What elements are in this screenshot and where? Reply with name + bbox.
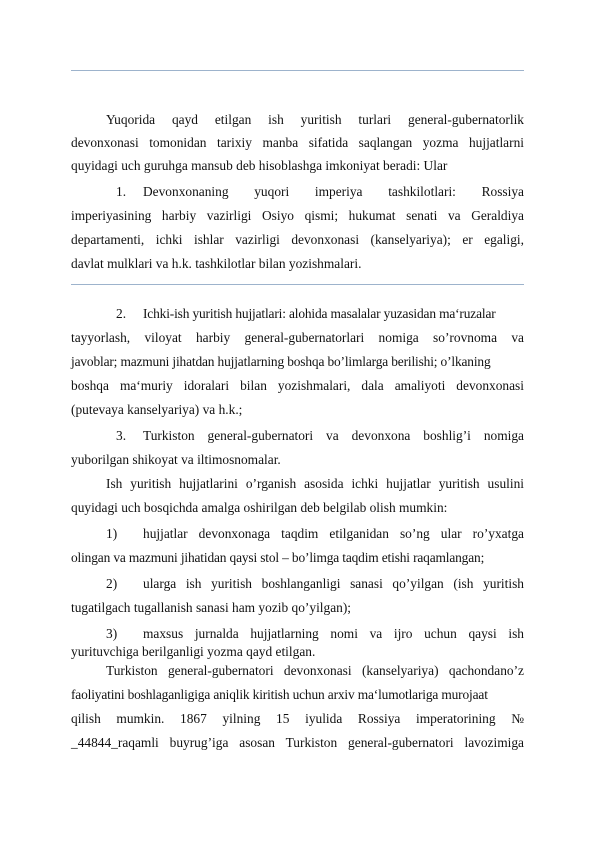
item-2-line-1: Ichki-ish yuritish hujjatlari: alohida masalalar yuzasidan ma‘ruzalar	[143, 306, 496, 321]
item-2-line-4: boshqa ma‘muriy idoralari bilan yozishmalari, dala amaliyoti devonxonasi	[71, 378, 524, 393]
item-2-line-3: javoblar; mazmuni jihatdan hujjatlarning boshqa bo’limlarga berilishi; o’lkaning	[71, 354, 491, 369]
item-2-line-2: tayyorlash, viloyat harbiy general-gubernatorlari nomiga so’rovnoma va	[71, 330, 524, 345]
header-rule	[71, 70, 524, 71]
closing-line-1: Turkiston general-gubernatori devonxonasi (kanselyariya) qachondano’z	[106, 663, 524, 678]
item-1-line-3: departamenti, ichki ishlar vazirligi devonxonasi (kanselyariya); er egaligi,	[71, 232, 524, 247]
item-3-line-2: yuborilgan shikoyat va iltimosnomalar.	[71, 452, 281, 467]
method-line-2: quyidagi uch bosqichda amalga oshirilgan deb belgilab olish mumkin:	[71, 500, 448, 515]
intro-line-1: Yuqorida qayd etilgan ish yuritish turlari general-gubernatorlik	[106, 112, 524, 127]
sub-1-line-1: hujjatlar devonxonaga taqdim etilganidan so’ng ular ro’yxatga	[143, 526, 524, 541]
item-2-line-5: (putevaya kanselyariya) va h.k.;	[71, 402, 243, 417]
item-1-line-4: davlat mulklari va h.k. tashkilotlar bilan yozishmalari.	[71, 256, 362, 271]
sub-1-number: 1)	[106, 526, 118, 541]
item-1-line-1: Devonxonaning yuqori imperiya tashkilotlari: Rossiya	[143, 184, 524, 199]
closing-line-3: qilish mumkin. 1867 yilning 15 iyulida Rossiya imperatorining №	[71, 711, 524, 726]
sub-1-line-2: olingan va mazmuni jihatidan qaysi stol – bo’limga taqdim etishi raqamlangan;	[71, 550, 485, 565]
intro-line-3: quyidagi uch guruhga mansub deb hisoblashga imkoniyat beradi: Ular	[71, 158, 448, 173]
item-1-number: 1.	[116, 184, 127, 199]
sub-3-number: 3)	[106, 626, 118, 641]
item-1-line-2: imperiyasining harbiy vazirligi Osiyo qismi; hukumat senati va Geraldiya	[71, 208, 524, 223]
method-line-1: Ish yuritish hujjatlarini o’rganish asosida ichki hujjatlar yuritish usulini	[106, 476, 524, 491]
sub-3-line-1: maxsus jurnalda hujjatlarning nomi va ijro uchun qaysi ish	[143, 626, 524, 641]
sub-3-line-2: yurituvchiga berilganligi yozma qayd etilgan.	[71, 644, 316, 659]
intro-line-2: devonxonasi tomonidan tarixiy manba sifatida saqlangan yozma hujjatlarni	[71, 135, 524, 150]
sub-2-number: 2)	[106, 576, 118, 591]
sub-2-line-1: ularga ish yuritish boshlanganligi sanasi qo’yilgan (ish yuritish	[143, 576, 524, 591]
item-3-line-1: Turkiston general-gubernatori va devonxona boshlig’i nomiga	[143, 428, 524, 443]
sub-2-line-2: tugatilgach tugallanish sanasi ham yozib qo’yilgan);	[71, 600, 352, 615]
closing-line-4: _44844_raqamli buyrug’iga asosan Turkiston general-gubernatori lavozimiga	[71, 735, 524, 750]
closing-line-2: faoliyatini boshlaganligiga aniqlik kiritish uchun arxiv ma‘lumotlariga murojaat	[71, 687, 488, 702]
page-break-rule	[71, 284, 524, 285]
item-3-number: 3.	[116, 428, 127, 443]
item-2-number: 2.	[116, 306, 127, 321]
